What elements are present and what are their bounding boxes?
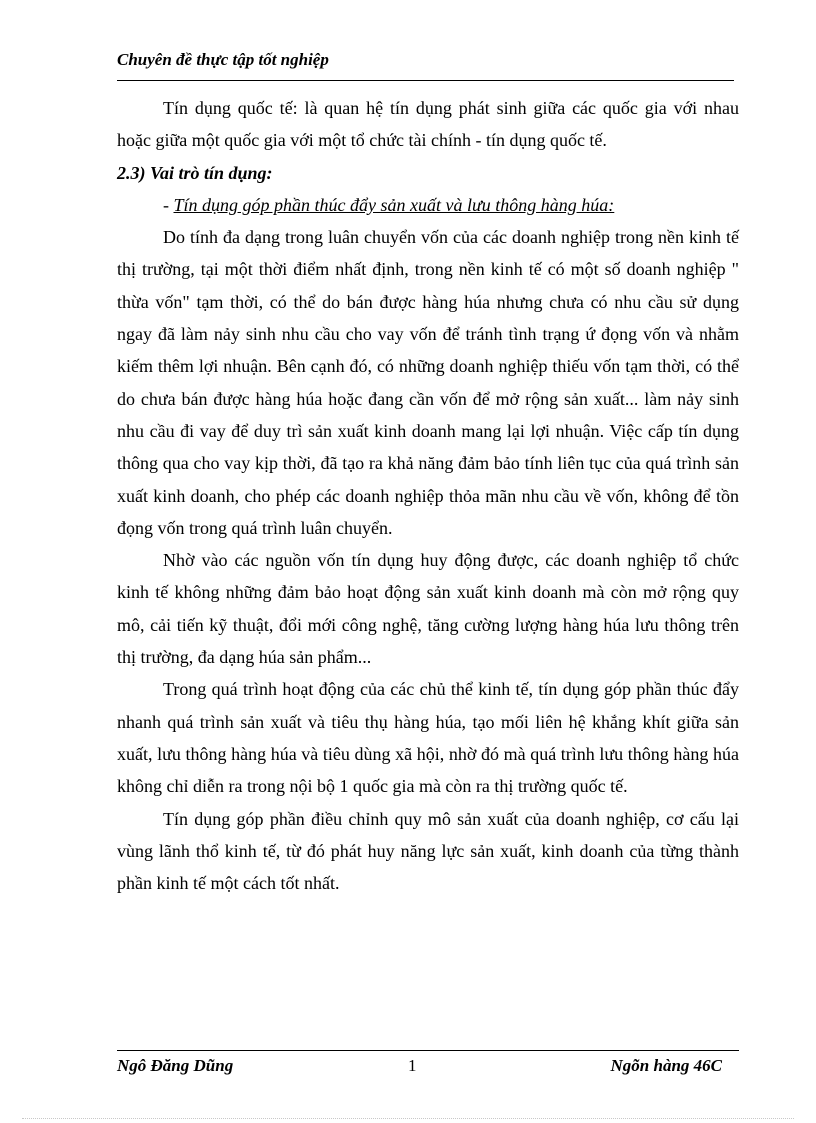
document-body bbox=[117, 92, 739, 899]
paragraph: Nhờ vào các nguồn vốn tín dụng huy động được, các doanh nghiệp tổ chức kinh tế không những đảm bảo hoạt động sản xuất kinh doanh mà còn mở rộng quy mô, cải tiến kỹ thuật, đổi mới công nghệ, tăng cường lượng hàng húa lưu thông trên thị trường, đa dạng húa sản phẩm... bbox=[117, 550, 739, 668]
subheading-text: Tín dụng góp phần thúc đẩy sản xuất và lưu thông hàng húa: bbox=[173, 194, 615, 215]
paragraph: Trong quá trình hoạt động của các chủ thể kinh tế, tín dụng góp phần thúc đẩy nhanh quá trình sản xuất và tiêu thụ hàng húa, tạo mối liên hệ khắng khít giữa sản xuất, lưu thông hàng húa và tiêu dùng xã hội, nhờ đó mà quá trình lưu thông hàng húa không chỉ diễn ra trong nội bộ 1 quốc gia mà còn ra thị trường quốc tế. bbox=[117, 679, 739, 797]
page-bottom-border bbox=[22, 1118, 794, 1119]
header-divider bbox=[117, 80, 734, 81]
footer-divider bbox=[117, 1050, 739, 1051]
paragraph: Do tính đa dạng trong luân chuyển vốn của các doanh nghiệp trong nền kinh tế thị trường, tại một thời điểm nhất định, trong nền kinh tế có một số doanh nghiệp " thừa vốn" tạm thời, có thể do bán được hàng húa nhưng chưa có nhu cầu sử dụng ngay đã làm nảy sinh nhu cầu cho vay vốn để tránh tình trạng ứ đọng vốn và nhằm kiếm thêm lợi nhuận. Bên cạnh đó, có những doanh nghiệp thiếu vốn tạm thời, có thể do chưa bán được hàng húa hoặc đang cần vốn để mở rộng sản xuất... làm nảy sinh nhu cầu đi vay để duy trì sản xuất kinh doanh mang lại lợi nhuận. Việc cấp tín dụng thông qua cho vay kịp thời, đã tạo ra khả năng đảm bảo tính liên tục của quá trình sản xuất kinh doanh, cho phép các doanh nghiệp thỏa mãn nhu cầu về vốn, không để tồn đọng vốn trong quá trình luân chuyển. bbox=[117, 227, 739, 538]
footer-author: Ngô Đăng Dũng bbox=[117, 1056, 234, 1075]
subheading bbox=[117, 189, 739, 221]
paragraph: Tín dụng góp phần điều chỉnh quy mô sản xuất của doanh nghiệp, cơ cấu lại vùng lãnh thổ kinh tế, từ đó phát huy năng lực sản xuất, kinh doanh của từng thành phần kinh tế một cách tốt nhất. bbox=[117, 808, 739, 894]
page-header-title: Chuyên đề thực tập tốt nghiệp bbox=[117, 50, 329, 69]
subheading-dash: - bbox=[163, 194, 174, 215]
intro-paragraph: Tín dụng quốc tế: là quan hệ tín dụng phát sinh giữa các quốc gia với nhau hoặc giữa một quốc gia với một tổ chức tài chính - tín dụng quốc tế. bbox=[117, 98, 739, 151]
footer-class: Ngõn hàng 46C bbox=[610, 1056, 722, 1075]
section-heading: 2.3) Vai trò tín dụng: bbox=[117, 162, 273, 183]
page-number: 1 bbox=[408, 1056, 417, 1075]
